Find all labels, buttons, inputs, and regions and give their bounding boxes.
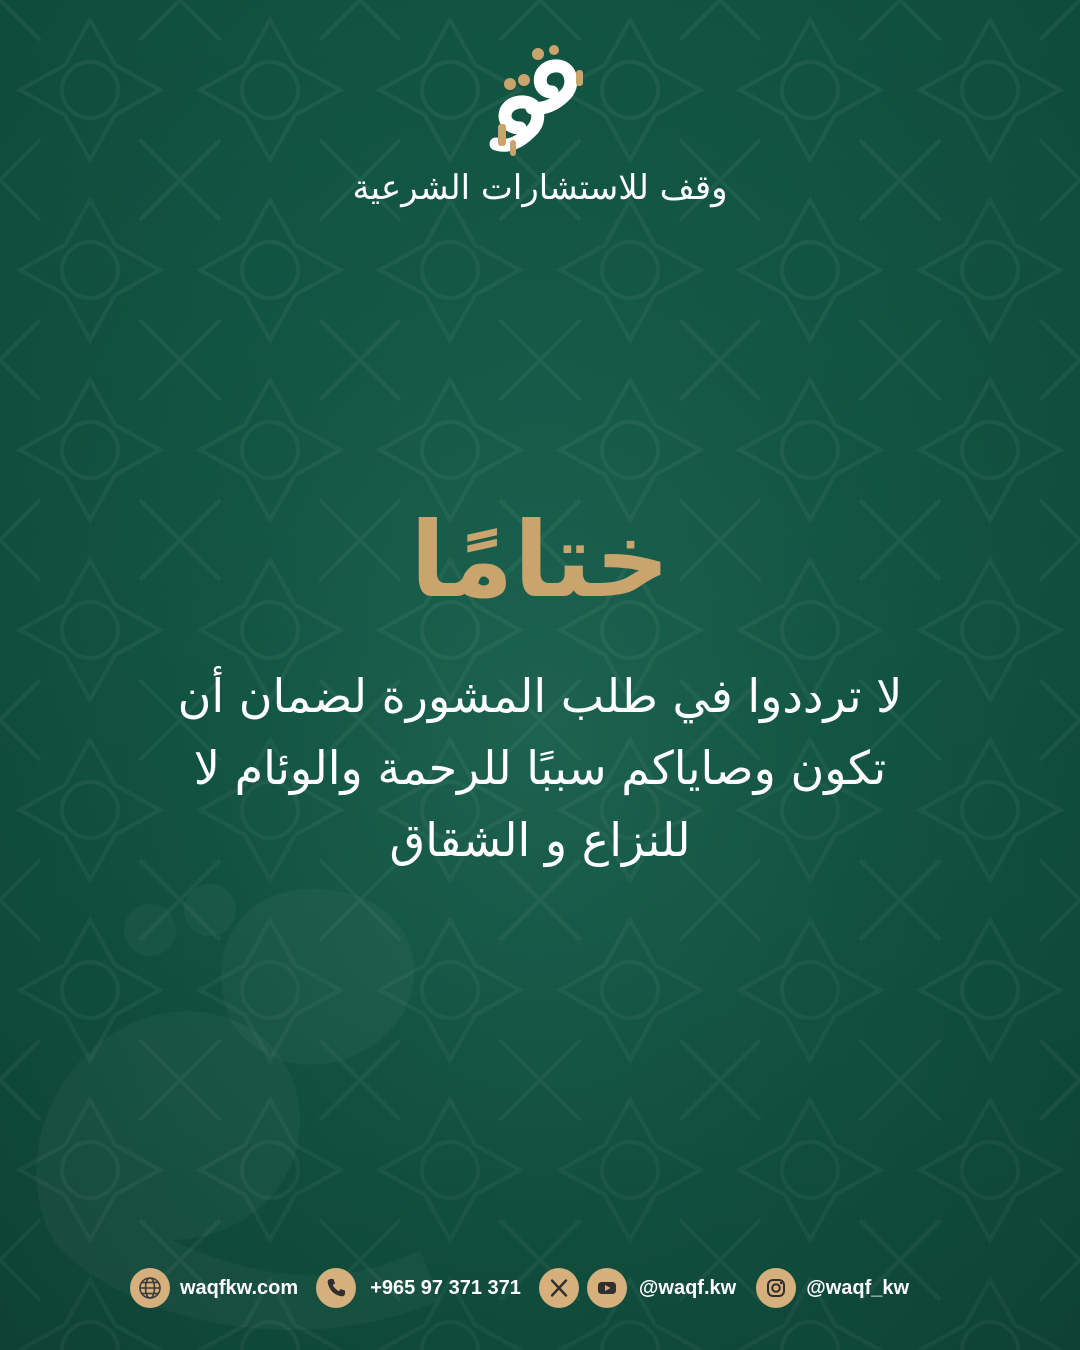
body-line: تكون وصاياكم سببًا للرحمة والوئام لا bbox=[193, 741, 887, 795]
phone-icon[interactable] bbox=[316, 1268, 356, 1308]
body-line: للنزاع و الشقاق bbox=[389, 813, 691, 867]
contact-footer bbox=[130, 1266, 909, 1310]
headline: ختامًا bbox=[410, 499, 670, 621]
phone-number[interactable]: +965 97 371 371 bbox=[370, 1276, 521, 1299]
instagram-icon[interactable] bbox=[756, 1268, 796, 1308]
waqf-logo-mark bbox=[480, 40, 600, 160]
body-text bbox=[150, 660, 930, 876]
brand-subtitle: وقف للاستشارات الشرعية bbox=[352, 168, 728, 208]
youtube-icon[interactable] bbox=[587, 1268, 627, 1308]
instagram-handle[interactable]: @waqf_kw bbox=[806, 1276, 910, 1299]
globe-icon[interactable] bbox=[130, 1268, 170, 1308]
body-line: لا ترددوا في طلب المشورة لضمان أن bbox=[177, 669, 903, 723]
x-youtube-handle[interactable]: @waqf.kw bbox=[638, 1276, 737, 1299]
website-link[interactable]: waqfkw.com bbox=[180, 1276, 299, 1299]
x-icon[interactable] bbox=[539, 1268, 579, 1308]
brand-logo bbox=[0, 40, 1080, 210]
